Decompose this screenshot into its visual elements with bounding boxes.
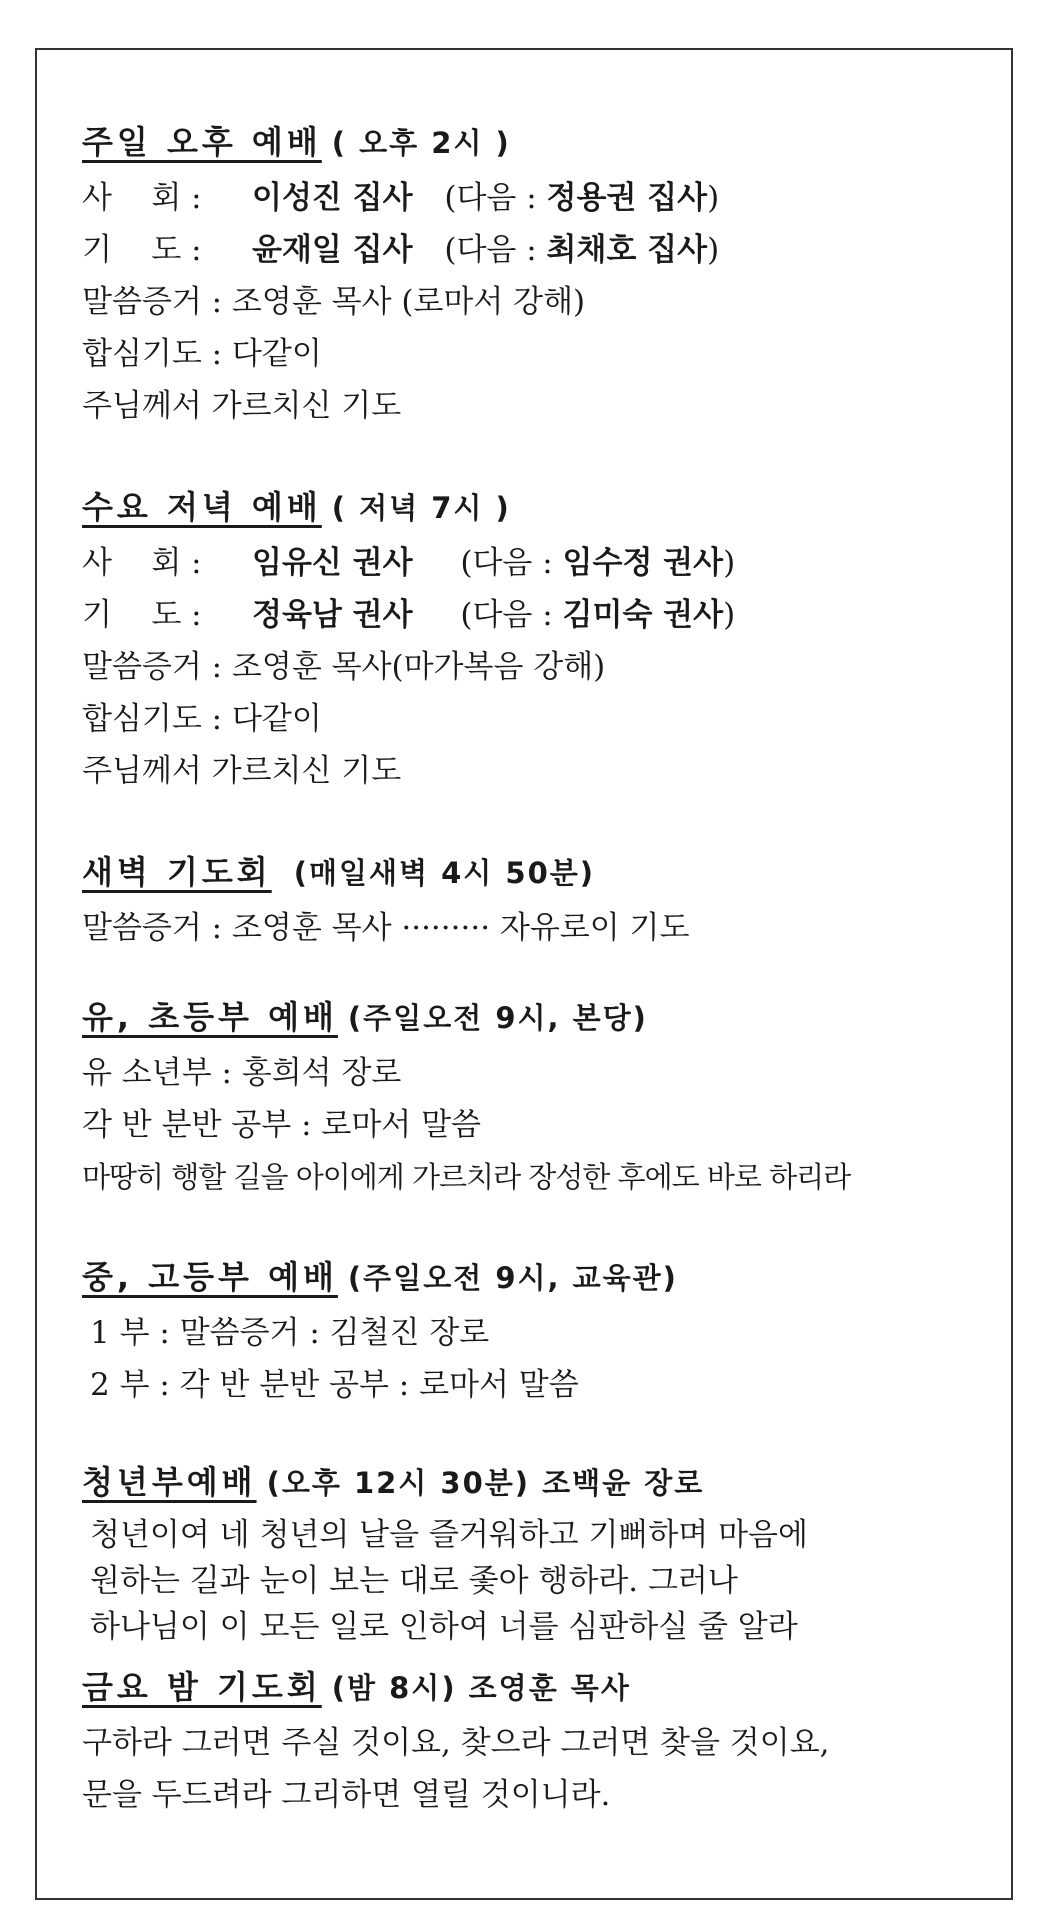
section-header xyxy=(82,845,982,900)
leader-row: 유 소년부 : 홍희석 장로 xyxy=(82,1055,402,1091)
section-friday-night xyxy=(82,1660,982,1821)
section-title: 청년부예배 xyxy=(82,1463,257,1501)
next-name: 정용권 집사 xyxy=(546,180,708,216)
next-name: 최채호 집사 xyxy=(546,232,708,268)
role-name: 이성진 집사 xyxy=(252,180,413,216)
section-time: ( 오후 2시 ) xyxy=(331,126,511,160)
sermon-row: 말씀증거 : 조영훈 목사 (로마서 강해) xyxy=(82,284,586,320)
section-title: 유, 초등부 예배 xyxy=(82,998,338,1036)
section-header xyxy=(82,990,982,1045)
section-wednesday-evening xyxy=(82,480,982,797)
role-row-prayer xyxy=(82,589,982,641)
verse-line: 원하는 길과 눈이 보는 대로 좇아 행하라. 그러나 xyxy=(90,1563,738,1599)
unison-prayer-row: 합심기도 : 다같이 xyxy=(82,701,322,737)
next-close: ) xyxy=(707,180,720,216)
verse-line: 마땅히 행할 길을 아이에게 가르치라 장성한 후에도 바로 하리라 xyxy=(82,1160,851,1194)
section-title: 중, 고등부 예배 xyxy=(82,1258,338,1296)
role-label: 사 회 : xyxy=(82,545,202,581)
section-time: ( 저녁 7시 ) xyxy=(331,491,511,525)
section-header xyxy=(82,480,982,535)
verse-line: 문을 두드려라 그리하면 열릴 것이니라. xyxy=(82,1777,611,1813)
next-label: (다음 : xyxy=(460,545,553,581)
sermon-row: 말씀증거 : 조영훈 목사 ········· 자유로이 기도 xyxy=(82,910,690,946)
section-time: (밤 8시) 조영훈 목사 xyxy=(331,1671,631,1705)
section-time: (주일오전 9시, 교육관) xyxy=(347,1261,678,1295)
section-title: 주일 오후 예배 xyxy=(82,123,322,161)
next-label: (다음 : xyxy=(460,597,553,633)
section-header xyxy=(82,115,982,170)
part-row: 2 부 : 각 반 분반 공부 : 로마서 말씀 xyxy=(90,1367,579,1403)
section-youth xyxy=(82,1250,982,1411)
role-label: 사 회 : xyxy=(82,180,202,216)
lords-prayer-row: 주님께서 가르치신 기도 xyxy=(82,388,402,424)
next-close: ) xyxy=(707,232,720,268)
lords-prayer-row: 주님께서 가르치신 기도 xyxy=(82,753,402,789)
next-name: 임수정 권사 xyxy=(562,545,724,581)
section-title: 금요 밤 기도회 xyxy=(82,1668,322,1706)
next-name: 김미숙 권사 xyxy=(562,597,724,633)
section-title: 수요 저녁 예배 xyxy=(82,488,322,526)
verse-line: 청년이여 네 청년의 날을 즐거워하고 기뻐하며 마음에 xyxy=(90,1517,808,1553)
role-name: 임유신 권사 xyxy=(252,545,413,581)
section-young-adults xyxy=(82,1455,982,1650)
role-label: 기 도 : xyxy=(82,232,202,268)
role-row-presider xyxy=(82,537,982,589)
unison-prayer-row: 합심기도 : 다같이 xyxy=(82,336,322,372)
section-children xyxy=(82,990,982,1203)
next-label: (다음 : xyxy=(444,180,537,216)
next-close: ) xyxy=(723,545,736,581)
section-dawn-prayer xyxy=(82,845,982,954)
role-name: 윤재일 집사 xyxy=(252,232,413,268)
study-row: 각 반 분반 공부 : 로마서 말씀 xyxy=(82,1107,481,1143)
section-title: 새벽 기도회 xyxy=(82,853,272,891)
section-header xyxy=(82,1660,982,1715)
verse-line: 구하라 그러면 주실 것이요, 찾으라 그러면 찾을 것이요, xyxy=(82,1725,830,1761)
next-close: ) xyxy=(723,597,736,633)
next-label: (다음 : xyxy=(444,232,537,268)
section-time: (매일새벽 4시 50분) xyxy=(293,856,596,890)
role-label: 기 도 : xyxy=(82,597,202,633)
section-time: (오후 12시 30분) 조백윤 장로 xyxy=(266,1466,705,1500)
role-name: 정육남 권사 xyxy=(252,597,413,633)
section-time: (주일오전 9시, 본당) xyxy=(347,1001,648,1035)
sermon-row: 말씀증거 : 조영훈 목사(마가복음 강해) xyxy=(82,649,606,685)
role-row-presider xyxy=(82,172,982,224)
section-sunday-afternoon xyxy=(82,115,982,432)
verse-line: 하나님이 이 모든 일로 인하여 너를 심판하실 줄 알라 xyxy=(90,1609,798,1645)
role-row-prayer xyxy=(82,224,982,276)
section-header xyxy=(82,1250,982,1305)
section-header xyxy=(82,1455,982,1510)
part-row: 1 부 : 말씀증거 : 김철진 장로 xyxy=(90,1315,490,1351)
